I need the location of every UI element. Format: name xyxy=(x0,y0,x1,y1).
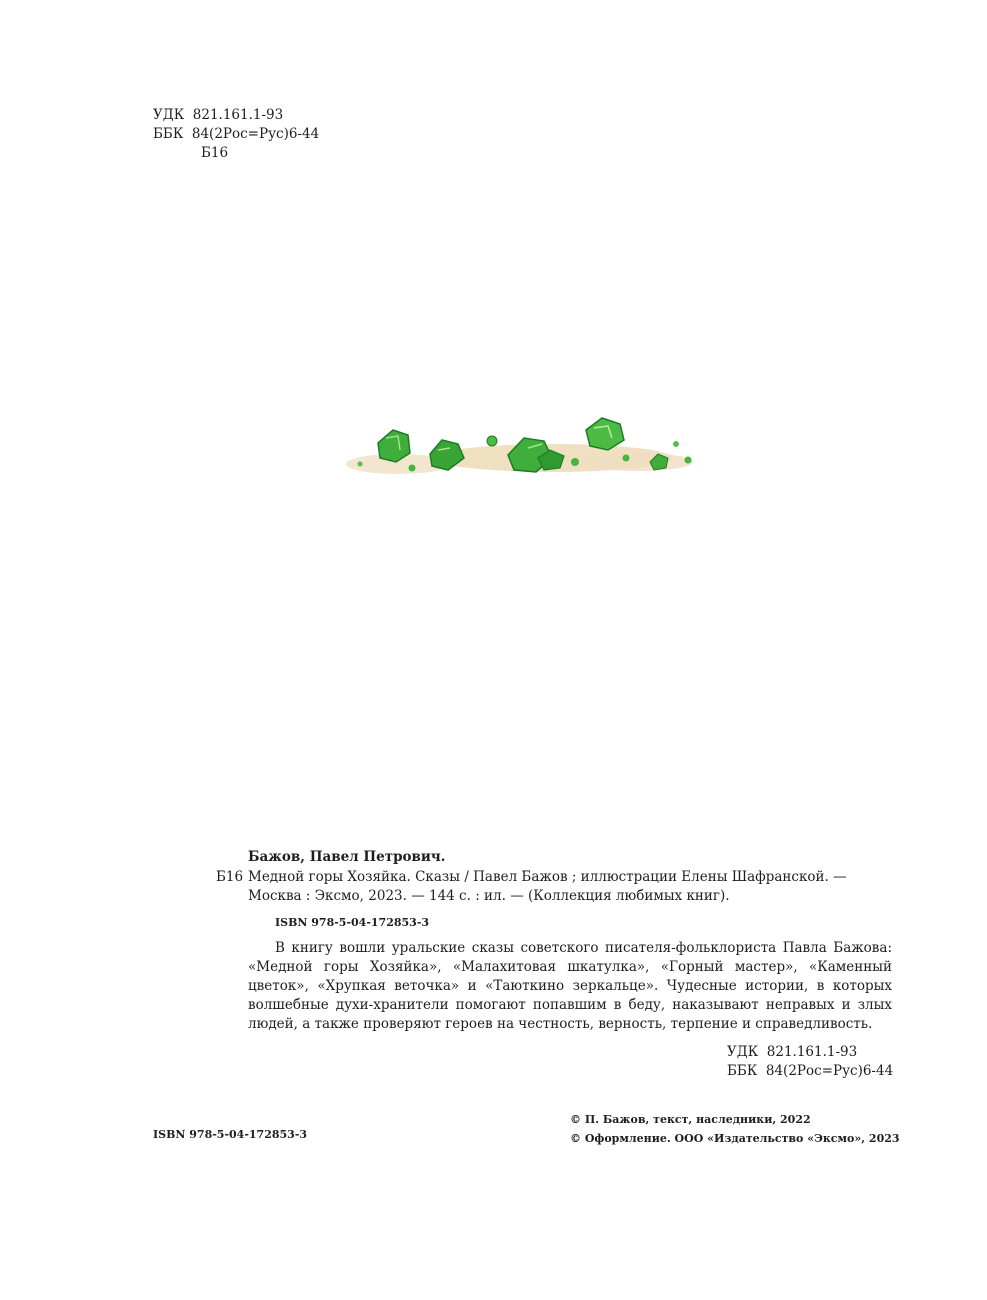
author-heading: Бажов, Павел Петрович. xyxy=(248,849,446,865)
bbk-code: ББК 84(2Рос=Рус)6-44 xyxy=(153,126,320,142)
author-mark: Б16 xyxy=(201,145,229,161)
bbk-code: ББК 84(2Рос=Рус)6-44 xyxy=(727,1063,894,1079)
malachite-stones-ornament-icon xyxy=(338,408,702,494)
bibliographic-record xyxy=(216,848,892,1034)
title-line-1: Медной горы Хозяйка. Сказы / Павел Бажов ; иллюстрации Елены Шафранской. — xyxy=(248,869,847,885)
copyright-block xyxy=(570,1110,900,1148)
annotation: В книгу вошли уральские сказы советского писателя-фольклориста Павла Бажова: «Медной горы Хозяйка», «Малахитовая шкатулка», «Горный мастер», «Каменный цветок», «Хрупкая веточка» и «Таюткино зеркальце». Чудесные истории, в которых волшебные духи-хранители помогают попавшим в беду, наказывают неправых и злых людей, а также проверяют героев на честность, верность, терпение и справедливость. xyxy=(248,940,892,1032)
author-mark: Б16 xyxy=(216,869,244,885)
isbn-footer: ISBN 978-5-04-172853-3 xyxy=(153,1128,308,1141)
copyright-text: © П. Бажов, текст, наследники, 2022 xyxy=(570,1113,811,1126)
copyright-design: © Оформление. ООО «Издательство «Эксмо», 2023 xyxy=(570,1132,900,1145)
isbn: ISBN 978-5-04-172853-3 xyxy=(275,916,430,929)
title-line-2: Москва : Эксмо, 2023. — 144 с. : ил. — (Коллекция любимых книг). xyxy=(248,888,730,904)
udk-code: УДК 821.161.1-93 xyxy=(153,107,284,123)
udk-code: УДК 821.161.1-93 xyxy=(727,1044,858,1060)
bottom-classification-codes xyxy=(727,1043,893,1081)
top-classification-codes xyxy=(153,106,319,163)
